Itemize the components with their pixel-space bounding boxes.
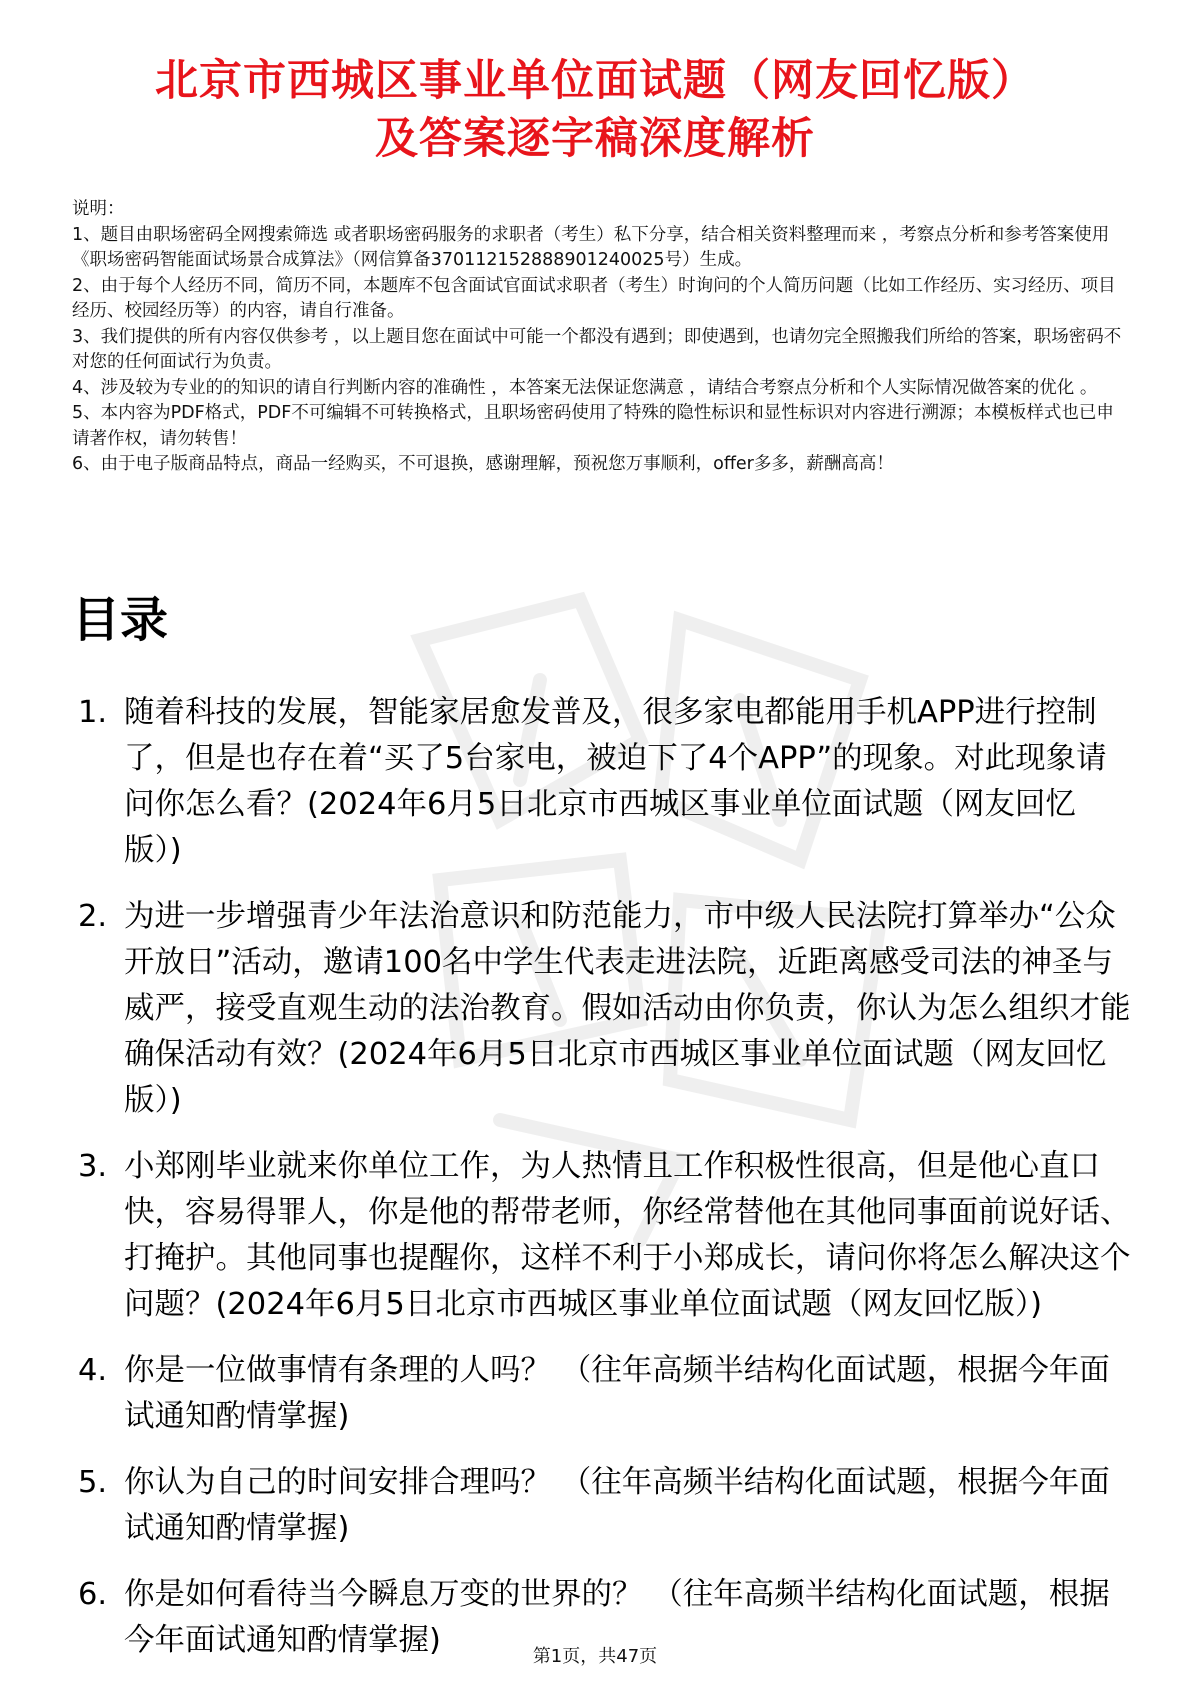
toc-item-number: 4.	[78, 1353, 108, 1388]
toc-heading: 目录	[72, 592, 169, 648]
toc-item[interactable]	[72, 690, 1132, 874]
toc-item[interactable]	[72, 1144, 1132, 1328]
instructions-section	[72, 197, 1122, 478]
instruction-item: 2、由于每个人经历不同，简历不同，本题库不包含面试官面试求职者（考生）时询问的个人简历问题（比如工作经历、实习经历、项目经历、校园经历等）的内容，请自行准备。	[72, 275, 1116, 321]
toc-item-text: 为进一步增强青少年法治意识和防范能力，市中级人民法院打算举办“公众开放日”活动，邀请100名中学生代表走进法院，近距离感受司法的神圣与威严，接受直观生动的法治教育。假如活动由你负责，你认为怎么组织才能确保活动有效？(2024年6月5日北京市西城区事业单位面试题（网友回忆版）)	[124, 899, 1131, 1118]
title-line-2: 及答案逐字稿深度解析	[375, 114, 815, 164]
instruction-item: 3、我们提供的所有内容仅供参考 ，以上题目您在面试中可能一个都没有遇到；即使遇到，也请勿完全照搬我们所给的答案，职场密码不对您的任何面试行为负责。	[72, 326, 1122, 372]
instruction-item: 5、本内容为PDF格式，PDF不可编辑不可转换格式，且职场密码使用了特殊的隐性标识和显性标识对内容进行溯源；本模板样式也已申请著作权，请勿转售！	[72, 403, 1114, 449]
toc-item[interactable]	[72, 1348, 1132, 1440]
title-line-1: 北京市西城区事业单位面试题（网友回忆版）	[155, 56, 1035, 106]
toc-item-text: 小郑刚毕业就来你单位工作，为人热情且工作积极性很高，但是他心直口快，容易得罪人，你是他的帮带老师，你经常替他在其他同事面前说好话、打掩护。其他同事也提醒你，这样不利于小郑成长，请问你将怎么解决这个问题？(2024年6月5日北京市西城区事业单位面试题（网友回忆版）)	[124, 1149, 1131, 1322]
toc-item-number: 1.	[78, 695, 108, 730]
toc-item-text: 你认为自己的时间安排合理吗？ （往年高频半结构化面试题，根据今年面试通知酌情掌握)	[124, 1465, 1110, 1546]
toc-item-text: 你是一位做事情有条理的人吗？ （往年高频半结构化面试题，根据今年面试通知酌情掌握)	[124, 1353, 1110, 1434]
page-footer: 第1页，共47页	[532, 1646, 658, 1667]
instruction-item: 4、涉及较为专业的的知识的请自行判断内容的准确性 ，本答案无法保证您满意 ，请结合考察点分析和个人实际情况做答案的优化 。	[72, 377, 1098, 398]
toc-item-text: 你是如何看待当今瞬息万变的世界的？ （往年高频半结构化面试题，根据今年面试通知酌情掌握)	[124, 1577, 1110, 1658]
instruction-item: 6、由于电子版商品特点，商品一经购买，不可退换，感谢理解，预祝您万事顺利，offer多多，薪酬高高！	[72, 454, 894, 474]
toc-list	[72, 690, 1132, 1684]
toc-item-number: 2.	[78, 899, 108, 934]
toc-item-number: 5.	[78, 1465, 108, 1500]
document-title	[0, 52, 1190, 168]
toc-item-number: 3.	[78, 1149, 108, 1184]
toc-item[interactable]	[72, 1460, 1132, 1552]
toc-item-number: 6.	[78, 1577, 108, 1612]
toc-item[interactable]	[72, 894, 1132, 1124]
instructions-heading: 说明：	[72, 199, 125, 219]
instruction-item: 1、题目由职场密码全网搜索筛选 或者职场密码服务的求职者（考生）私下分享，结合相关资料整理而来 ，考察点分析和参考答案使用《职场密码智能面试场景合成算法》（网信算备370112152888901240025号）生成。	[72, 224, 1110, 270]
toc-item-text: 随着科技的发展，智能家居愈发普及，很多家电都能用手机APP进行控制了，但是也存在着“买了5台家电，被迫下了4个APP”的现象。对此现象请问你怎么看？(2024年6月5日北京市西城区事业单位面试题（网友回忆版）)	[124, 695, 1107, 868]
